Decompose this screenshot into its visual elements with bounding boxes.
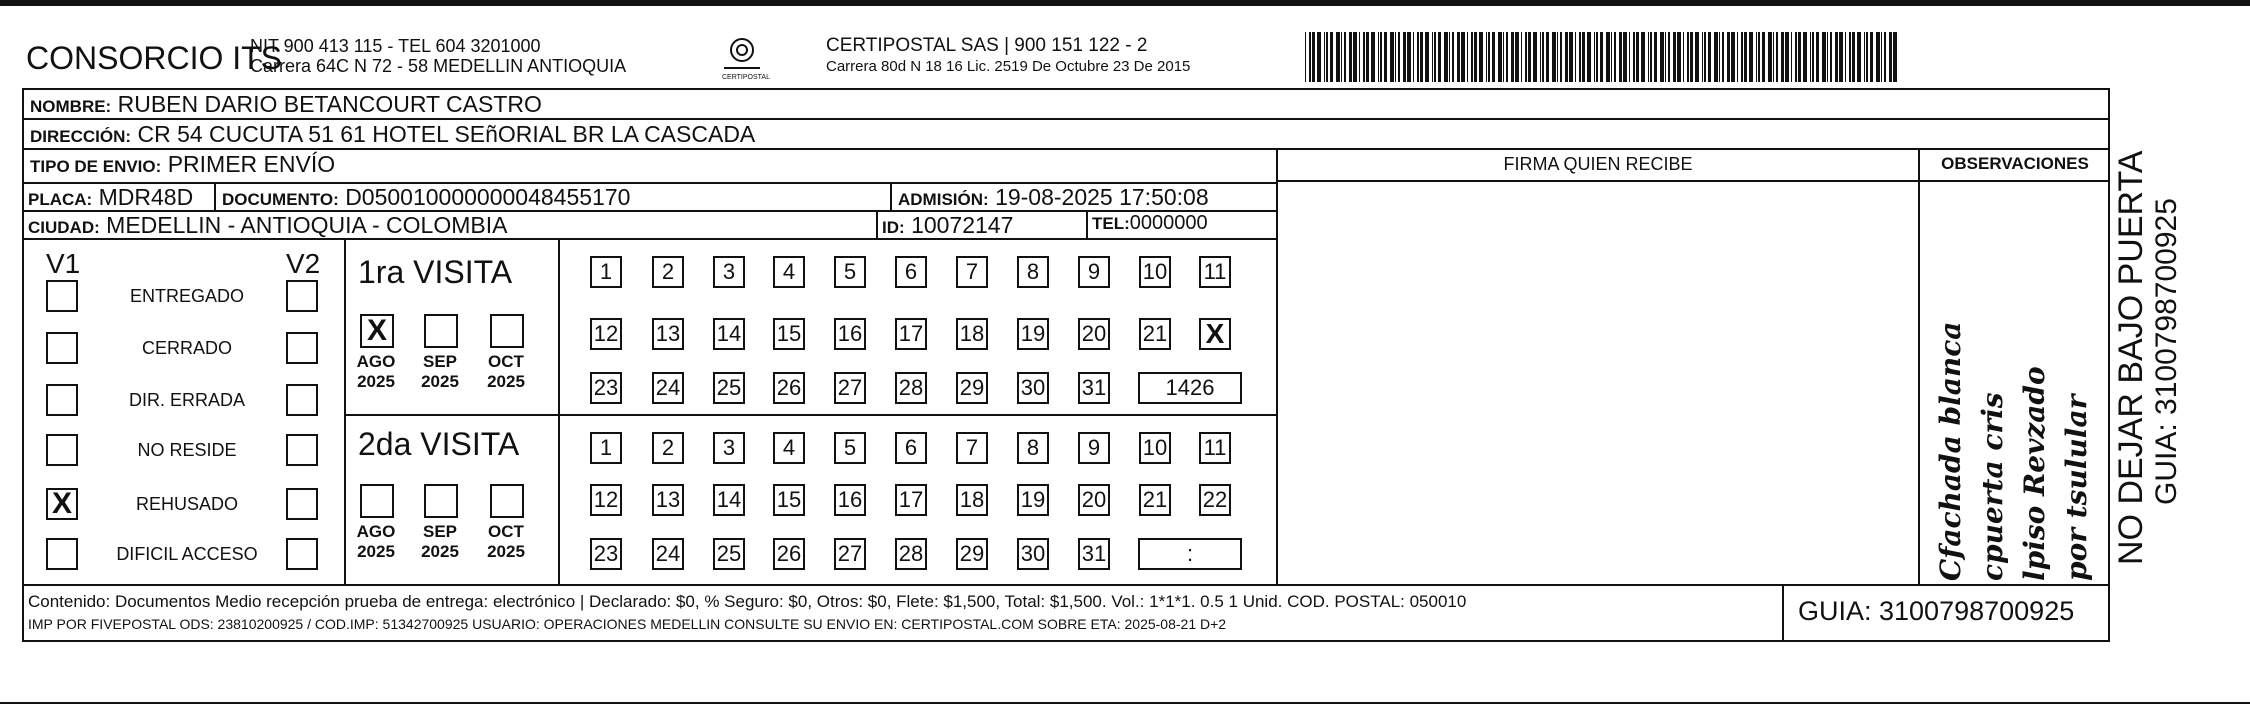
v1-checkbox[interactable]: [46, 332, 78, 364]
day-box[interactable]: 3: [713, 432, 745, 464]
tipo-label: TIPO DE ENVIO:: [30, 157, 162, 176]
day-box[interactable]: 14: [713, 318, 745, 350]
year-label: 2025: [487, 542, 525, 561]
v1-label: V1: [46, 248, 81, 279]
note-line: lpiso Revzado: [2018, 366, 2051, 581]
note-line: Cfachada blanca: [1934, 321, 1967, 581]
company-name: CONSORCIO ITS: [26, 40, 283, 76]
day-box[interactable]: 8: [1017, 432, 1049, 464]
id-label: ID:: [882, 218, 905, 237]
day-box[interactable]: 9: [1078, 432, 1110, 464]
day-box[interactable]: 24: [652, 538, 684, 570]
divider: [344, 414, 1276, 416]
v2-checkbox[interactable]: [286, 434, 318, 466]
month-label: SEP: [422, 352, 458, 371]
day-box[interactable]: 25: [713, 538, 745, 570]
day-box[interactable]: 9: [1078, 256, 1110, 288]
divider: [558, 238, 560, 584]
divider: [876, 210, 878, 238]
day-box[interactable]: 11: [1199, 256, 1231, 288]
month-label: SEP: [422, 522, 458, 541]
placa-field: [28, 184, 193, 211]
month-label: AGO: [356, 522, 396, 541]
day-box[interactable]: 3: [713, 256, 745, 288]
bottom-border: [0, 702, 2250, 704]
day-box[interactable]: 19: [1017, 318, 1049, 350]
day-box[interactable]: 18: [956, 318, 988, 350]
v2-checkbox[interactable]: [286, 538, 318, 570]
company-nit: NIT 900 413 115 - TEL 604 3201000: [250, 36, 541, 56]
day-box[interactable]: 15: [773, 318, 805, 350]
first-visit-title: 1ra VISITA: [358, 254, 513, 290]
year-label: 2025: [357, 372, 395, 391]
barcode: [1305, 32, 1900, 82]
admision-value: 19-08-2025 17:50:08: [995, 184, 1209, 210]
divider: [344, 238, 346, 584]
day-box[interactable]: 10: [1139, 256, 1171, 288]
day-box[interactable]: 17: [895, 484, 927, 516]
second-visit-title: 2da VISITA: [358, 426, 520, 462]
day-box[interactable]: 7: [956, 256, 988, 288]
day-box[interactable]: 28: [895, 372, 927, 404]
day-box[interactable]: 2: [652, 256, 684, 288]
divider: [2108, 88, 2110, 584]
top-border: [0, 0, 2250, 6]
id-field: [882, 212, 1013, 239]
divider: [1276, 180, 2110, 182]
v2-checkbox[interactable]: [286, 384, 318, 416]
direccion-value: CR 54 CUCUTA 51 61 HOTEL SEñORIAL BR LA CASCADA: [137, 121, 756, 147]
firma-label: FIRMA QUIEN RECIBE: [1503, 154, 1693, 174]
day-box[interactable]: 20: [1078, 318, 1110, 350]
day-box[interactable]: 30: [1017, 372, 1049, 404]
day-box[interactable]: X: [1199, 318, 1231, 350]
day-box[interactable]: 21: [1139, 318, 1171, 350]
note-line: por tsulular: [2060, 394, 2093, 581]
ciudad-label: CIUDAD:: [28, 218, 100, 237]
ciudad-value: MEDELLIN - ANTIOQUIA - COLOMBIA: [106, 212, 508, 238]
divider: [214, 182, 216, 210]
divider: [2108, 584, 2110, 642]
ciudad-field: [28, 212, 507, 239]
divider: [22, 238, 1277, 240]
footer-guia: GUIA: 3100798700925: [1798, 596, 2075, 626]
observaciones-label: OBSERVACIONES: [1941, 154, 2089, 173]
v2-label: V2: [286, 248, 321, 279]
v1-checkbox[interactable]: X: [46, 488, 78, 520]
documento-label: DOCUMENTO:: [222, 190, 339, 209]
status-label: NO RESIDE: [137, 440, 237, 460]
divider: [22, 584, 2110, 586]
certipostal-logo: [722, 36, 762, 76]
observaciones-notes: [1926, 186, 2106, 581]
month-label: OCT: [488, 352, 524, 371]
day-box[interactable]: 20: [1078, 484, 1110, 516]
v1-checkbox[interactable]: [46, 538, 78, 570]
day-box[interactable]: 18: [956, 484, 988, 516]
day-box[interactable]: 13: [652, 484, 684, 516]
divider: [890, 182, 892, 210]
day-box[interactable]: 6: [895, 432, 927, 464]
id-value: 10072147: [911, 212, 1014, 238]
day-box[interactable]: 1: [590, 256, 622, 288]
day-box[interactable]: 22: [1199, 484, 1231, 516]
certipostal-address: Carrera 80d N 18 16 Lic. 2519 De Octubre 23 De 2015: [826, 58, 1191, 75]
status-label: DIFICIL ACCESO: [116, 544, 258, 564]
day-box[interactable]: 7: [956, 432, 988, 464]
certipostal-line: CERTIPOSTAL SAS | 900 151 122 - 2: [826, 35, 1148, 56]
placa-value: MDR48D: [98, 184, 194, 210]
day-box[interactable]: 17: [895, 318, 927, 350]
divider: [1276, 148, 1278, 584]
company-address: Carrera 64C N 72 - 58 MEDELLIN ANTIOQUIA: [250, 56, 627, 76]
divider: [1086, 210, 1088, 238]
footer-contenido: Contenido: Documentos Medio recepción prueba de entrega: electrónico | Declarado: $0, % Seguro: $0, Otros: $0, Flete: $1,500, Total: $1,500. Vol.: 1*1*1. 0.5 1 Unid. COD. POSTAL: 050010: [28, 592, 1467, 611]
day-box[interactable]: 13: [652, 318, 684, 350]
day-box[interactable]: 8: [1017, 256, 1049, 288]
direccion-row: [22, 118, 2110, 148]
nombre-row: [22, 88, 2110, 118]
day-box[interactable]: 31: [1078, 538, 1110, 570]
day-box[interactable]: 23: [590, 372, 622, 404]
day-box[interactable]: 11: [1199, 432, 1231, 464]
day-box[interactable]: 14: [713, 484, 745, 516]
v1-checkbox[interactable]: [46, 384, 78, 416]
month-label: AGO: [356, 352, 396, 371]
day-box[interactable]: 19: [1017, 484, 1049, 516]
admision-label: ADMISIÓN:: [898, 190, 989, 209]
time-box[interactable]: :: [1138, 538, 1242, 570]
month-checkbox[interactable]: [424, 314, 458, 348]
year-label: 2025: [357, 542, 395, 561]
day-box[interactable]: 23: [590, 538, 622, 570]
day-box[interactable]: 2: [652, 432, 684, 464]
day-box[interactable]: 25: [713, 372, 745, 404]
day-box[interactable]: 4: [773, 432, 805, 464]
day-box[interactable]: 26: [773, 538, 805, 570]
year-label: 2025: [487, 372, 525, 391]
divider: [1782, 584, 1784, 642]
day-box[interactable]: 26: [773, 372, 805, 404]
month-checkbox[interactable]: [490, 314, 524, 348]
day-box[interactable]: 16: [834, 484, 866, 516]
day-box[interactable]: 12: [590, 484, 622, 516]
day-box[interactable]: 4: [773, 256, 805, 288]
status-label: CERRADO: [141, 338, 232, 358]
month-label: OCT: [488, 522, 524, 541]
day-box[interactable]: 31: [1078, 372, 1110, 404]
day-box[interactable]: 5: [834, 256, 866, 288]
month-checkbox[interactable]: X: [360, 314, 394, 348]
placa-label: PLACA:: [28, 190, 93, 209]
nombre-label: NOMBRE:: [30, 97, 112, 116]
tel-label: TEL:: [1092, 214, 1130, 233]
admision-field: [898, 184, 1209, 211]
logo-text: CERTIPOSTAL: [722, 74, 770, 81]
v1-checkbox[interactable]: [46, 280, 78, 312]
day-box[interactable]: 27: [834, 538, 866, 570]
v2-checkbox[interactable]: [286, 332, 318, 364]
day-box[interactable]: 30: [1017, 538, 1049, 570]
year-label: 2025: [421, 372, 459, 391]
footer-imp: IMP POR FIVEPOSTAL ODS: 23810200925 / COD.IMP: 51342700925 USUARIO: OPERACIONES MEDELLIN CONSULTE SU ENVIO EN: CERTIPOSTAL.COM SOBRE ETA: 2025-08-21 D+2: [28, 616, 1227, 632]
day-box[interactable]: 1: [590, 432, 622, 464]
divider: [1918, 148, 1920, 584]
day-box[interactable]: 10: [1139, 432, 1171, 464]
direccion-label: DIRECCIÓN:: [30, 127, 132, 146]
month-checkbox[interactable]: [490, 484, 524, 518]
day-box[interactable]: 12: [590, 318, 622, 350]
v2-checkbox[interactable]: [286, 280, 318, 312]
day-box[interactable]: 6: [895, 256, 927, 288]
day-box[interactable]: 21: [1139, 484, 1171, 516]
tipo-value: PRIMER ENVÍO: [167, 151, 336, 177]
documento-field: [222, 184, 630, 211]
day-box[interactable]: 5: [834, 432, 866, 464]
documento-value: D050010000000048455170: [345, 184, 631, 210]
side-guia: GUIA: 3100798700925: [2150, 198, 2183, 505]
month-checkbox[interactable]: [424, 484, 458, 518]
day-box[interactable]: 15: [773, 484, 805, 516]
status-label: REHUSADO: [135, 494, 238, 514]
day-box[interactable]: 27: [834, 372, 866, 404]
v2-checkbox[interactable]: [286, 488, 318, 520]
time-box[interactable]: 1426: [1138, 372, 1242, 404]
tel-field: [1092, 212, 1208, 235]
day-box[interactable]: 29: [956, 538, 988, 570]
month-checkbox[interactable]: [360, 484, 394, 518]
year-label: 2025: [421, 542, 459, 561]
day-box[interactable]: 29: [956, 372, 988, 404]
tel-value: 0000000: [1129, 212, 1208, 234]
day-box[interactable]: 16: [834, 318, 866, 350]
divider: [22, 640, 2110, 642]
day-box[interactable]: 24: [652, 372, 684, 404]
status-label: ENTREGADO: [129, 286, 244, 306]
day-box[interactable]: 28: [895, 538, 927, 570]
note-line: cpuerta cris: [1976, 392, 2009, 581]
side-no-dejar: NO DEJAR BAJO PUERTA: [2112, 150, 2150, 565]
status-label: DIR. ERRADA: [128, 390, 245, 410]
v1-checkbox[interactable]: [46, 434, 78, 466]
nombre-value: RUBEN DARIO BETANCOURT CASTRO: [117, 91, 542, 117]
divider: [22, 88, 24, 642]
